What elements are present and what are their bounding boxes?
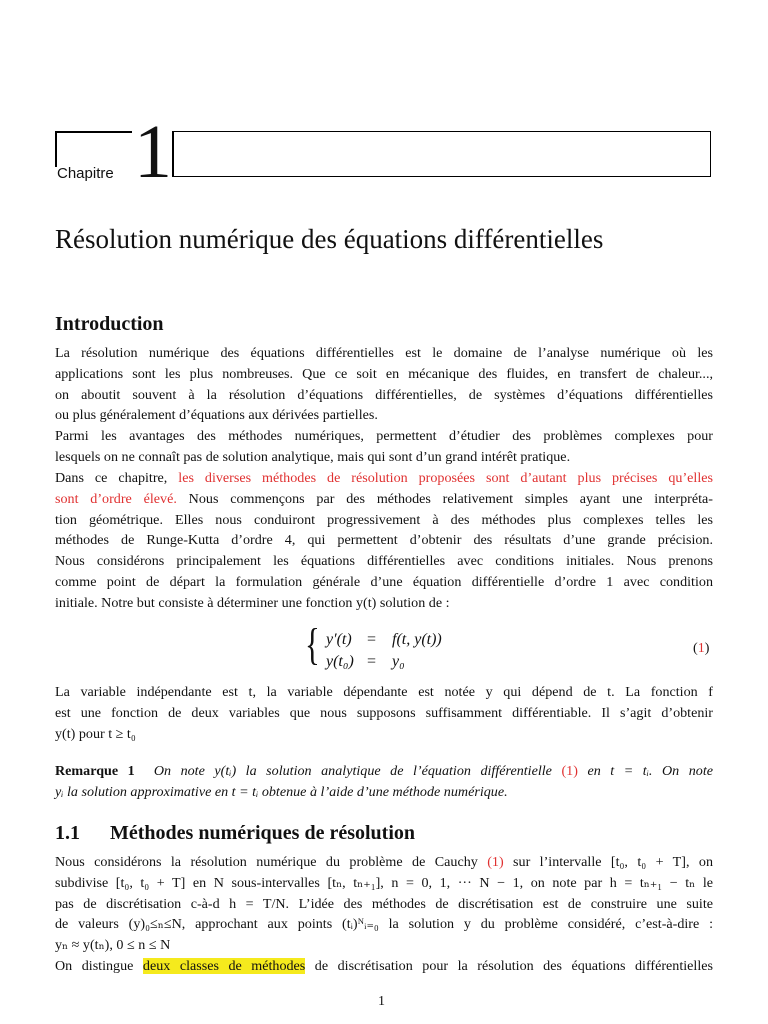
red-emphasis: les diverses méthodes de résolution proposées sont d’autant plus précises qu’elles [178,470,713,486]
text-line [55,468,713,489]
equation-row2-eq: = [367,653,377,670]
equation-row2-rhs: y₀ [392,653,405,670]
text-line [55,761,713,782]
text-line: lesquels on ne connaît pas de solution analytique, mais qui sont d’un grand intérêt pratique. [55,448,571,465]
text-line: méthodes de Runge-Kutta d’ordre 4, qui permettent d’obtenir des résultats d’une grande précision. [55,532,713,549]
intro-paragraph-1 [55,343,713,426]
section-number: 1.1 [55,822,80,844]
text-segment: en t = tᵢ. On note [577,763,714,779]
after-equation-paragraph [55,682,713,744]
section-heading [55,822,415,845]
text-line: de valeurs (y)₀≤ₙ≤N, approchant aux points (tᵢ)ᴺᵢ₌₀ la solution y du problème considéré, c’est-à-dire : [55,916,713,933]
chapter-label: Chapitre [57,165,114,182]
text-line: y(t) pour t ≥ t₀ [55,725,136,742]
chapter-frame-box [172,131,711,177]
equation-reference-link[interactable]: (1) [561,763,578,779]
text-line: yₙ ≈ y(tₙ), 0 ≤ n ≤ N [55,937,171,954]
highlighted-phrase: deux classes de méthodes [142,957,306,974]
equation-reference-link[interactable]: (1) [487,854,504,870]
remark-block [55,761,713,803]
text-line: La variable indépendante est t, la variable dépendante est notée y qui dépend de t. La fonction f [55,684,713,700]
text-line: applications sont les plus nombreuses. Que ce soit en mécanique des fluides, en transfert de chaleur..., [55,365,713,382]
text-segment: de discrétisation pour la résolution des équations différentielles [305,957,713,974]
red-emphasis: sont d’ordre élevé. [55,490,177,507]
intro-paragraph-2 [55,426,713,468]
text-line: initiale. Notre but consiste à déterminer une fonction y(t) solution de : [55,594,450,611]
remark-label: Remarque 1 [55,763,135,779]
text-segment: Nous considérons la résolution numérique du problème de Cauchy [55,854,488,870]
text-line [55,956,713,977]
text-line: subdivise [t₀, t₀ + T] en N sous-intervalles [tₙ, tₙ₊₁], n = 0, 1, ··· N − 1, on note par h = tₙ₊₁ − tₙ le [55,874,713,891]
page-number: 1 [378,994,385,1009]
equation-row1-eq: = [367,631,377,648]
text-segment: On distingue [55,957,143,974]
text-segment: On note y(tᵢ) la solution analytique de l’équation différentielle [153,763,562,779]
equation-brace: { [305,620,320,669]
text-line: Nous considérons principalement les équations différentielles avec conditions initiales. Nous prenons [55,553,713,570]
text-line: tion géométrique. Elles nous conduiront progressivement à des méthodes plus complexes telles les [55,511,713,528]
text-line [55,852,713,873]
intro-paragraph-3 [55,468,713,614]
chapter-number: 1 [134,110,172,194]
equation-label: (1) [693,640,710,656]
section-paragraph [55,852,713,977]
text-segment: Nous commençons par des méthodes relativement simples ayant une interpréta- [176,490,713,507]
text-line: comme point de départ la formulation générale d’une équation différentielle d’ordre 1 avec condition [55,573,713,590]
text-segment: Dans ce chapitre, [55,470,179,486]
text-line: yᵢ la solution approximative en t = tᵢ obtenue à l’aide d’une méthode numérique. [55,783,508,800]
equation-row1-lhs: y′(t) [326,631,352,648]
equation-label-number: 1 [697,640,705,656]
chapter-frame-left [55,131,132,167]
equation-row2-lhs: y(t₀) [326,653,354,670]
text-line: Parmi les avantages des méthodes numériques, permettent d’étudier des problèmes complexes pour [55,428,713,444]
text-line: La résolution numérique des équations différentielles est le domaine de l’analyse numérique où les [55,345,713,361]
text-line: ou plus généralement d’équations aux dérivées partielles. [55,407,378,424]
chapter-title: Résolution numérique des équations différentielles [55,224,604,254]
text-segment: sur l’intervalle [t₀, t₀ + T], on [503,854,714,870]
intro-heading: Introduction [55,313,164,335]
text-line: on aboutit souvent à la résolution d’équations différentielles, de systèmes d’équations différentielles [55,386,713,403]
equation-row1-rhs: f(t, y(t)) [392,631,442,648]
text-line: pas de discrétisation c-à-d h = T/N. L’idée des méthodes de discrétisation est de construire une suite [55,895,713,912]
text-line [55,489,713,510]
text-line: est une fonction de deux variables que nous supposons suffisamment différentiable. Il s’agit d’obtenir [55,704,713,721]
section-title: Méthodes numériques de résolution [110,822,415,844]
